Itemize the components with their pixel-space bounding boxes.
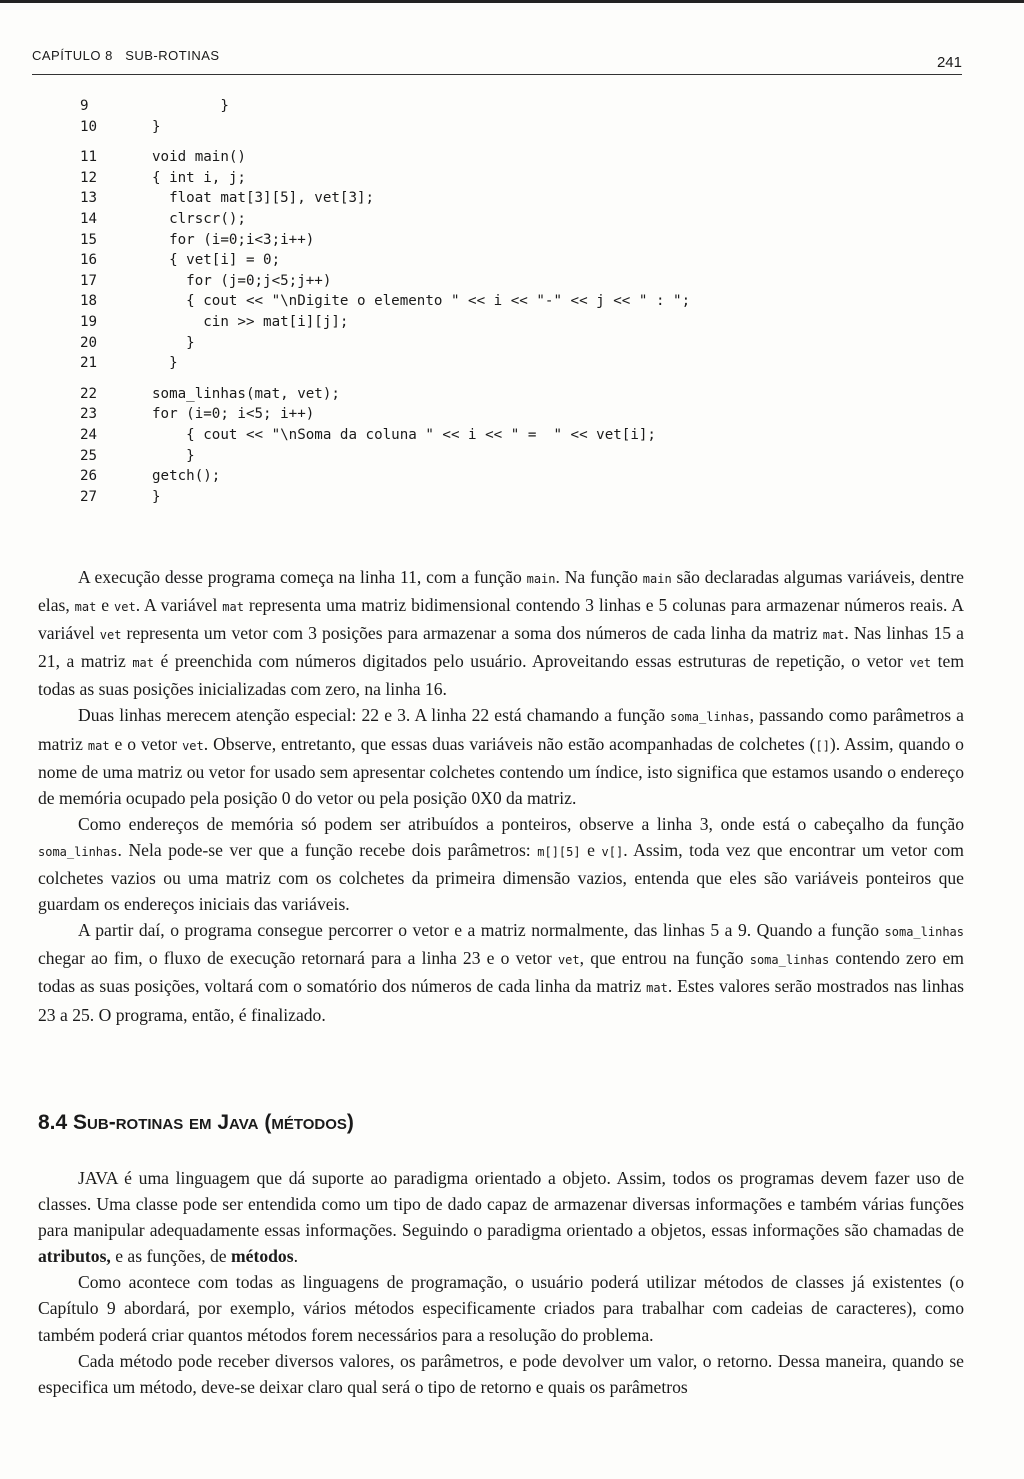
line-number: 15 <box>80 231 98 248</box>
code-line <box>80 271 690 292</box>
inline-code: soma_linhas <box>38 844 118 859</box>
text-run: JAVA é uma linguagem que dá suporte ao paradigma orientado a objeto. Assim, todos os programas devem fazer uso de classes. Uma classe pode ser entendida como um tipo de dado capaz de armazenar diversas informações e também várias funções para manipular adequadamente essas informações. Seguindo o paradigma orientado a objetos, essas informações são chamadas de <box>38 1168 964 1241</box>
line-number: 16 <box>80 252 98 269</box>
line-number: 17 <box>80 272 98 289</box>
code-gap <box>80 374 690 384</box>
text-run: . Estes valores serão mostrados nas linhas 23 a 25. O programa, então, é finalizado. <box>38 976 965 1025</box>
text-run: . Nela pode-se ver que a função recebe dois parâmetros: <box>117 839 538 860</box>
line-number: 25 <box>80 447 98 464</box>
code-line <box>80 230 690 251</box>
inline-code: v[] <box>601 844 624 859</box>
code-line <box>80 168 690 189</box>
inline-code: mat <box>646 981 668 996</box>
paragraph <box>38 1165 964 1269</box>
paragraph <box>38 1348 964 1400</box>
page-edge-line <box>0 0 1024 3</box>
text-run: tem todas as suas posições inicializadas com zero, na linha 16. <box>38 651 965 700</box>
text-run: , que entrou na função <box>579 948 750 969</box>
line-number: 24 <box>80 426 98 443</box>
code-text: void main() <box>152 149 246 166</box>
code-text: { vet[i] = 0; <box>152 252 281 269</box>
code-text: clrscr(); <box>152 210 246 227</box>
line-number: 12 <box>80 169 98 186</box>
text-run: é preenchida com números digitados pelo usuário. Aproveitando essas estruturas de repetição, o vetor <box>154 651 910 672</box>
code-line <box>80 188 690 209</box>
section-number: 8.4 <box>38 1111 68 1134</box>
code-line <box>80 353 690 374</box>
inline-code: mat <box>822 628 845 643</box>
line-number: 13 <box>80 190 98 207</box>
code-text: soma_linhas(mat, vet); <box>152 385 340 402</box>
text-run: A execução desse programa começa na linha 11, com a função <box>78 567 527 587</box>
text-run: Duas linhas merecem atenção especial: 22 e 3. A linha 22 está chamando a função <box>78 705 671 726</box>
text-run: , passando como parâmetros a matriz <box>38 705 964 754</box>
text-run: representa uma matriz bidimensional contendo 3 linhas e 5 colunas para armazenar números reais. A variável <box>38 595 964 644</box>
code-gap <box>80 137 690 147</box>
code-text: for (j=0;j<5;j++) <box>152 272 332 289</box>
code-line <box>80 117 690 138</box>
inline-code: soma_linhas <box>670 710 750 725</box>
inline-code: soma_linhas <box>749 953 830 968</box>
inline-code: vet <box>909 656 932 671</box>
line-number: 11 <box>80 149 98 166</box>
line-number: 26 <box>80 468 98 485</box>
inline-code: vet <box>182 738 204 753</box>
line-number: 23 <box>80 406 98 423</box>
running-header <box>32 46 962 75</box>
text-run: Cada método pode receber diversos valores, os parâmetros, e pode devolver um valor, o retorno. Dessa maneira, quando se especifica um método, deve-se deixar claro qual será o tipo de retorno e quais os parâmetros <box>38 1350 964 1397</box>
text-run: chegar ao fim, o fluxo de execução retornará para a linha 23 e o vetor <box>38 948 558 969</box>
code-text: float mat[3][5], vet[3]; <box>152 190 375 207</box>
code-text: { cout << "\nDigite o elemento " << i << "-" << j << " : "; <box>152 293 691 310</box>
paragraph <box>38 811 964 917</box>
section-title: Sub-rotinas em Java (métodos) <box>73 1111 354 1134</box>
code-line <box>80 425 690 446</box>
text-run: A partir daí, o programa consegue percorrer o vetor e a matriz normalmente, das linhas 5 a 9. Quando a função <box>78 920 885 941</box>
text-run: representa um vetor com 3 posições para armazenar a soma dos números de cada linha da matriz <box>121 623 823 644</box>
paragraph <box>38 1269 964 1347</box>
code-text: getch(); <box>152 468 221 485</box>
text-run: contendo zero em todas as suas posições, voltará com o somatório dos números de cada linha da matriz <box>38 948 964 997</box>
line-number: 14 <box>80 210 98 227</box>
text-run: e as funções, de <box>110 1246 232 1267</box>
code-text: for (i=0; i<5; i++) <box>152 406 315 423</box>
code-line <box>80 487 690 508</box>
code-line <box>80 312 690 333</box>
code-line <box>80 333 690 354</box>
line-number: 19 <box>80 313 98 330</box>
chapter-label: CAPÍTULO 8 SUB-ROTINAS <box>32 48 220 63</box>
inline-code: vet <box>557 953 580 968</box>
inline-code: mat <box>132 656 154 671</box>
code-line <box>80 96 690 117</box>
code-text: { int i, j; <box>152 169 246 186</box>
line-number: 9 <box>80 98 89 114</box>
body-text-section-2 <box>38 1165 964 1400</box>
text-run: . Nas linhas 15 a 21, a matriz <box>38 623 964 672</box>
inline-code: mat <box>74 600 97 615</box>
code-line <box>80 250 690 271</box>
inline-code: m[][5] <box>537 844 581 859</box>
text-run: e <box>96 595 114 616</box>
code-text: } <box>152 488 161 505</box>
text-run: . <box>293 1246 298 1267</box>
code-text: cin >> mat[i][j]; <box>152 313 349 330</box>
inline-code: mat <box>222 600 244 615</box>
code-listing <box>80 96 690 507</box>
line-number: 18 <box>80 293 98 310</box>
line-number: 10 <box>80 118 98 135</box>
body-text-section-1 <box>38 564 964 1028</box>
code-line <box>80 446 690 467</box>
inline-code: main <box>642 572 672 586</box>
code-line <box>80 384 690 405</box>
line-number: 20 <box>80 334 98 351</box>
code-line <box>80 209 690 230</box>
inline-code: vet <box>114 600 136 615</box>
line-number: 22 <box>80 385 98 402</box>
inline-code: soma_linhas <box>884 925 964 940</box>
line-number: 21 <box>80 355 98 372</box>
code-text: } <box>152 98 229 114</box>
code-text: } <box>152 355 178 372</box>
text-run: e o vetor <box>109 733 183 754</box>
text-run: . Na função <box>555 567 643 587</box>
inline-code: vet <box>99 628 122 643</box>
code-text: } <box>152 447 195 464</box>
paragraph <box>38 564 964 702</box>
text-run: . A variável <box>135 595 223 616</box>
code-text: } <box>152 334 195 351</box>
line-number: 27 <box>80 488 98 505</box>
code-line <box>80 466 690 487</box>
code-text: { cout << "\nSoma da coluna " << i << " = " << vet[i]; <box>152 426 656 443</box>
inline-code: [] <box>815 738 830 753</box>
text-run: Como acontece com todas as linguagens de programação, o usuário poderá utilizar métodos de classes já existentes (o Capítulo 9 abordará, por exemplo, vários métodos especificamente criados para trabalhar com cadeias de caracteres), como também poderá criar quantos métodos forem necessários para a resolução do problema. <box>38 1272 964 1345</box>
inline-code: main <box>526 572 556 586</box>
text-run: ). Assim, quando o nome de uma matriz ou vetor for usado sem apresentar colchetes contendo um índice, isto significa que estamos usando o endereço de memória ocupado pela posição 0 do vetor ou pela posição 0X0 da matriz. <box>38 733 964 808</box>
text-run: e <box>580 839 602 860</box>
text-run: . Observe, entretanto, que essas duas variáveis não estão acompanhadas de colchetes ( <box>203 733 816 754</box>
paragraph <box>38 917 964 1027</box>
code-line <box>80 147 690 168</box>
page-number: 241 <box>936 54 962 71</box>
code-text: for (i=0;i<3;i++) <box>152 231 315 248</box>
code-text: } <box>152 118 161 135</box>
text-run: . Assim, toda vez que encontrar um vetor com colchetes vazios ou uma matriz com os colchetes da primeira dimensão vazios, entenda que eles são variáveis ponteiros que guardam os endereços iniciais das variáveis. <box>38 839 964 915</box>
inline-code: mat <box>87 738 110 753</box>
code-line <box>80 291 690 312</box>
text-run: Como endereços de memória só podem ser atribuídos a ponteiros, observe a linha 3, onde está o cabeçalho da função <box>78 813 964 834</box>
text-run: são declaradas algumas variáveis, dentre elas, <box>38 567 964 616</box>
bold-term: atributos, <box>38 1246 111 1267</box>
code-line <box>80 404 690 425</box>
paragraph <box>38 702 964 810</box>
bold-term: métodos <box>231 1246 294 1267</box>
section-heading <box>38 1111 354 1135</box>
